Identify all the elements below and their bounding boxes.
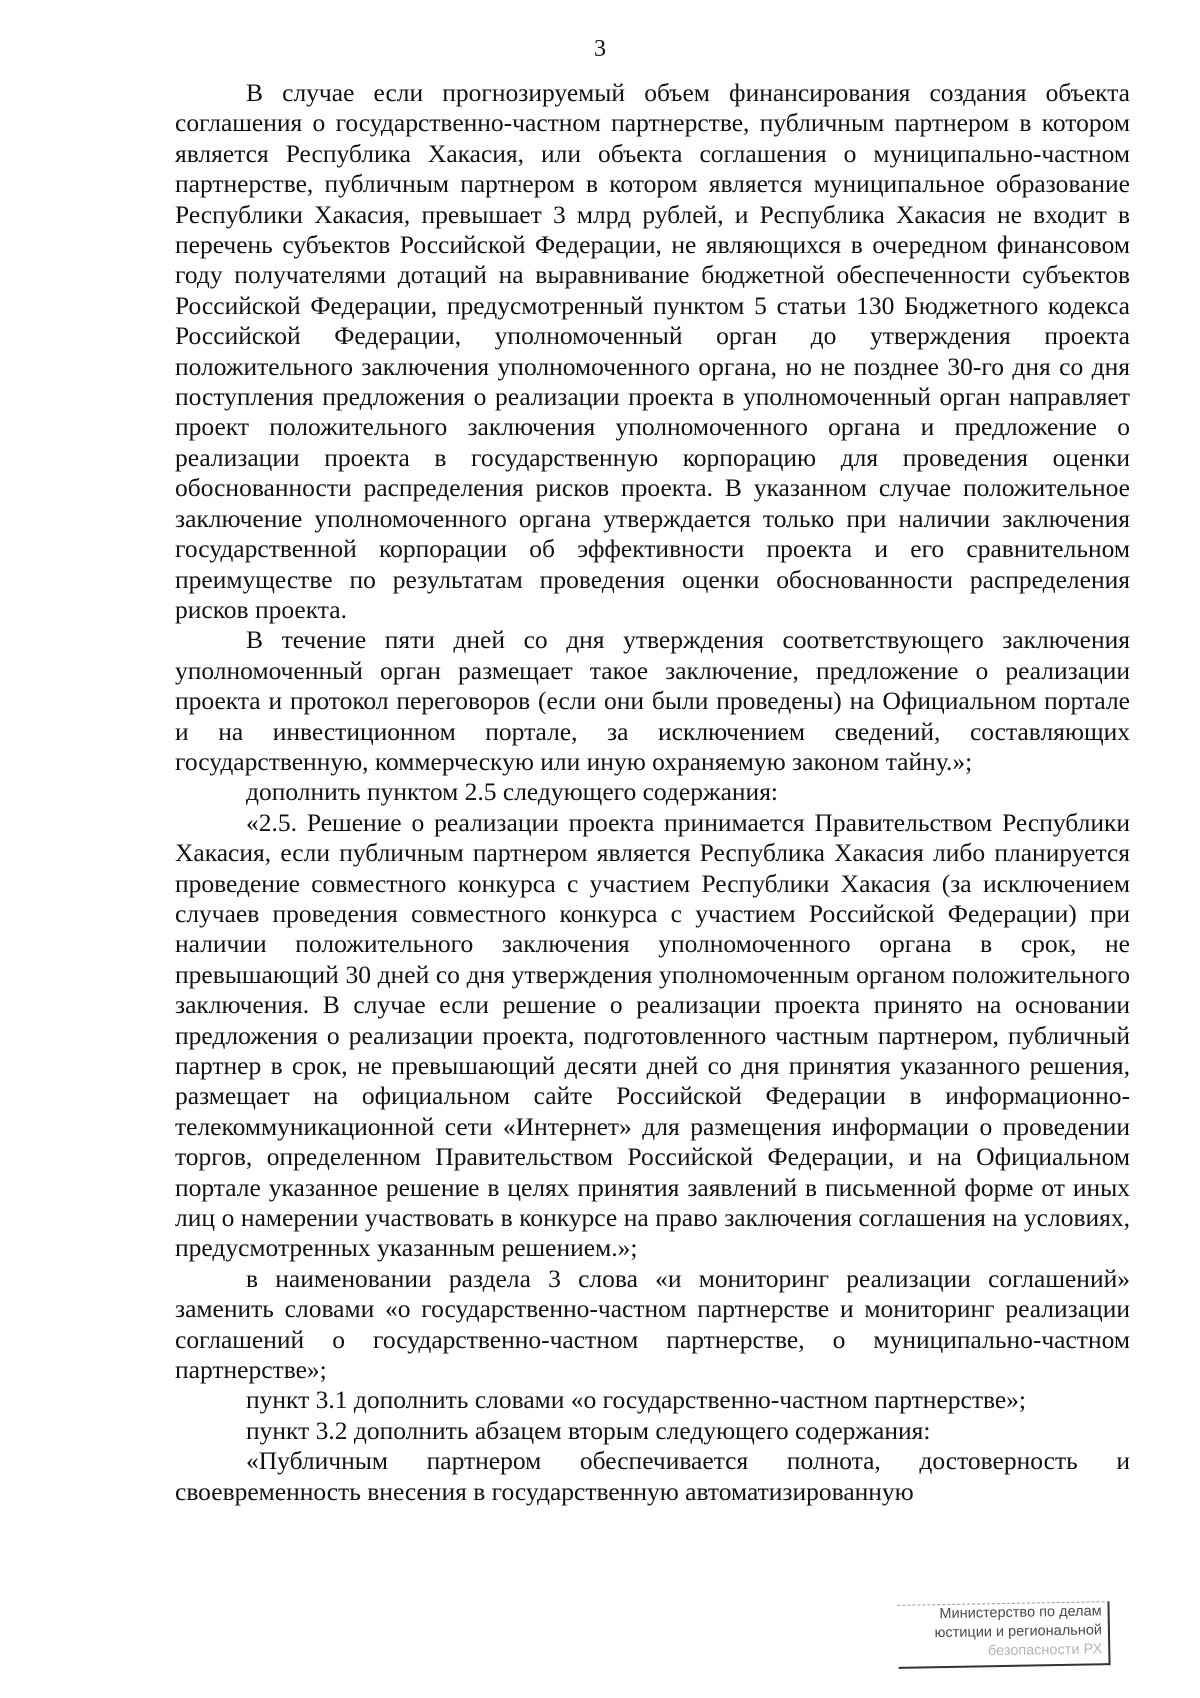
paragraph-7: пункт 3.2 дополнить абзацем вторым следующего содержания:	[246, 1415, 931, 1445]
stamp-line-2: юстиции и региональной	[934, 1622, 1103, 1642]
paragraph-4: «2.5. Решение о реализации проекта принимается Правительством Республики Хакасия, если публичным партнером является Республика Хакасия либо планируется проведение совместного конкурса с участием Республики Хакасия (за исключением случаев проведения совместного конкурса с участием Российской Федерации) при наличии положительного заключения уполномоченного органа в срок, не превышающий 30 дней со дня утверждения уполномоченным органом положительного заключения. В случае если решение о реализации проекта принято на основании предложения о реализации проекта, подготовленного частным партнером, публичный партнер в срок, не превышающий десяти дней со дня принятия указанного решения, размещает на официальном сайте Российской Федерации в информационно-телекоммуникационной сети «Интернет» для размещения информации о проведении торгов, определенном Правительством Российской Федерации, и на Официальном портале указанное решение в целях принятия заявлений в письменной форме от иных лиц о намерении участвовать в конкурсе на право заключения соглашения на условиях, предусмотренных указанным решением.»;	[175, 807, 1130, 1263]
paragraph-8: «Публичным партнером обеспечивается полнота, достоверность и своевременность внесения в государственную автоматизированную	[175, 1446, 1130, 1506]
document-body	[175, 78, 1130, 1507]
stamp-line-1: Министерство по делам	[939, 1603, 1102, 1623]
paragraph-3: дополнить пунктом 2.5 следующего содержания:	[246, 777, 779, 807]
paragraph-5: в наименовании раздела 3 слова «и мониторинг реализации соглашений» заменить словами «о государственно-частном партнерстве и мониторинг реализации соглашений о государственно-частном партнерстве, о муниципально-частном партнерстве»;	[175, 1263, 1130, 1385]
stamp-line-3: безопасности РХ	[987, 1641, 1103, 1660]
page-number: 3	[594, 36, 606, 62]
paragraph-6: пункт 3.1 дополнить словами «о государственно-частном партнерстве»;	[246, 1385, 1027, 1415]
registration-stamp	[897, 1601, 1110, 1669]
paragraph-1: В случае если прогнозируемый объем финансирования создания объекта соглашения о государственно-частном партнерстве, публичным партнером в котором является Республика Хакасия, или объекта соглашения о муниципально-частном партнерстве, публичным партнером в котором является муниципальное образование Республики Хакасия, превышает 3 млрд рублей, и Республика Хакасия не входит в перечень субъектов Российской Федерации, не являющихся в очередном финансовом году получателями дотаций на выравнивание бюджетной обеспеченности субъектов Российской Федерации, предусмотренный пунктом 5 статьи 130 Бюджетного кодекса Российской Федерации, уполномоченный орган до утверждения проекта положительного заключения уполномоченного органа, но не позднее 30-го дня со дня поступления предложения о реализации проекта в уполномоченный орган направляет проект положительного заключения уполномоченного органа и предложение о реализации проекта в государственную корпорацию для проведения оценки обоснованности распределения рисков проекта. В указанном случае положительное заключение уполномоченного органа утверждается только при наличии заключения государственной корпорации об эффективности проекта и его сравнительном преимуществе по результатам проведения оценки обоснованности распределения рисков проекта.	[175, 78, 1130, 624]
paragraph-2: В течение пяти дней со дня утверждения соответствующего заключения уполномоченный орган размещает такое заключение, предложение о реализации проекта и протокол переговоров (если они были проведены) на Официальном портале и на инвестиционном портале, за исключением сведений, составляющих государственную, коммерческую или иную охраняемую законом тайну.»;	[175, 625, 1130, 776]
